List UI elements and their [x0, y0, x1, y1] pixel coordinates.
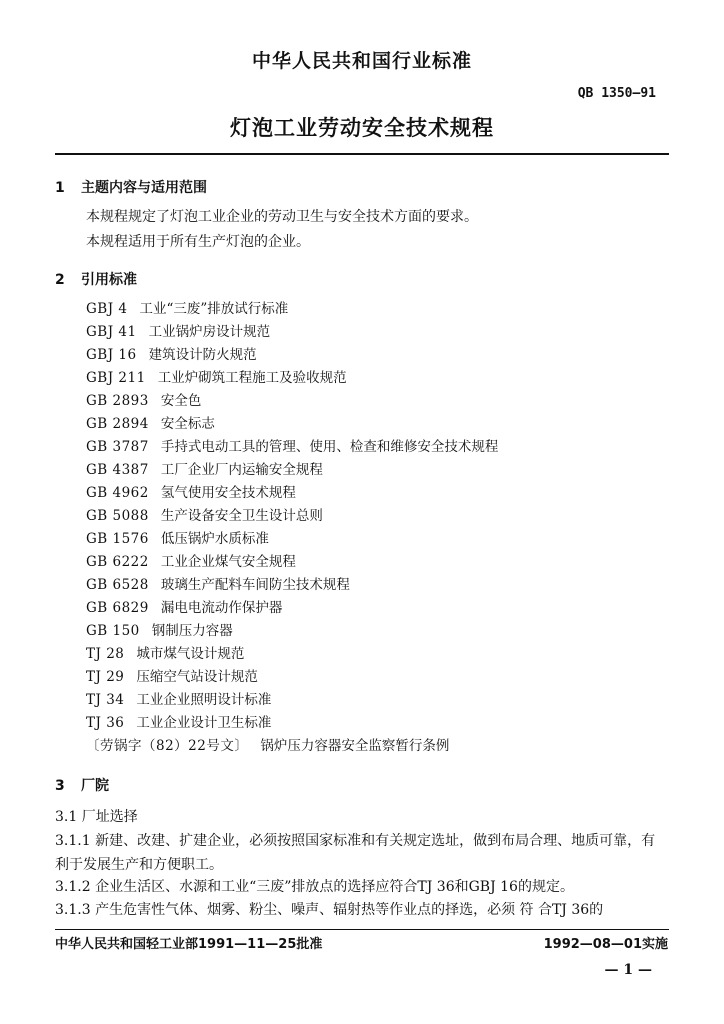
standard-code: QB 1350—91: [577, 86, 656, 101]
reference-title: 压缩空气站设计规范: [136, 669, 258, 685]
reference-title: 工业企业照明设计标准: [136, 692, 272, 708]
section-1-title: 主题内容与适用范围: [81, 180, 207, 196]
reference-code: GBJ 41: [86, 324, 137, 340]
section-2-title: 引用标准: [81, 272, 137, 288]
reference-code: 〔劳锅字（82）22号文〕: [86, 738, 249, 754]
reference-title: 工业“三废”排放试行标准: [139, 301, 289, 317]
reference-title: 安全标志: [160, 416, 215, 432]
reference-code: GBJ 4: [86, 301, 128, 317]
section-3-heading: [55, 775, 109, 795]
section-1-paragraph-1: 本规程规定了灯泡工业企业的劳动卫生与安全技术方面的要求。: [86, 209, 478, 225]
reference-title: 氢气使用安全技术规程: [160, 485, 296, 501]
section-1-heading: [55, 177, 207, 197]
reference-code: GB 2894: [86, 416, 149, 432]
reference-code: TJ 28: [86, 646, 125, 662]
section-3-title: 厂院: [81, 778, 109, 794]
reference-item: [86, 712, 498, 735]
reference-title: 低压锅炉水质标准: [160, 531, 269, 547]
reference-title: 玻璃生产配料车间防尘技术规程: [160, 577, 350, 593]
section-3-number: 3: [55, 778, 65, 794]
reference-item: [86, 620, 498, 643]
reference-code: GB 150: [86, 623, 140, 639]
section-2-heading: [55, 269, 137, 289]
reference-item: [86, 344, 498, 367]
clause-3-1-1: 3.1.1 新建、改建、扩建企业，必须按照国家标准和有关规定选址，做到布局合理、地质可靠，有利于发展生产和方便职工。: [55, 833, 656, 873]
reference-item: [86, 436, 498, 459]
reference-item: [86, 666, 498, 689]
reference-title: 建筑设计防火规范: [148, 347, 257, 363]
reference-title: 锅炉压力容器安全监察暂行条例: [260, 738, 450, 754]
reference-code: TJ 29: [86, 669, 125, 685]
reference-title: 钢制压力容器: [151, 623, 233, 639]
reference-title: 城市煤气设计规范: [136, 646, 245, 662]
implementation-date: 1992—08—01实施: [543, 937, 668, 952]
reference-title: 漏电电流动作保护器: [160, 600, 283, 616]
reference-item: [86, 735, 498, 758]
clause-3-1-3: 3.1.3 产生危害性气体、烟雾、粉尘、噪声、辐射热等作业点的择选，必须 符 合TJ 36的: [55, 902, 604, 918]
section-1-paragraph-2: 本规程适用于所有生产灯泡的企业。: [86, 234, 310, 250]
title-divider: [55, 153, 669, 155]
reference-code: GB 4962: [86, 485, 149, 501]
reference-code: TJ 34: [86, 692, 125, 708]
approval-note: 中华人民共和国轻工业部1991—11—25批准: [55, 937, 323, 952]
reference-title: 手持式电动工具的管理、使用、检查和维修安全技术规程: [160, 439, 499, 455]
reference-code: GB 6222: [86, 554, 149, 570]
reference-item: [86, 505, 498, 528]
reference-item: [86, 528, 498, 551]
reference-title: 工业企业设计卫生标准: [136, 715, 272, 731]
reference-item: [86, 321, 498, 344]
reference-title: 工厂企业厂内运输安全规程: [160, 462, 323, 478]
reference-item: [86, 482, 498, 505]
reference-code: GB 2893: [86, 393, 149, 409]
reference-item: [86, 643, 498, 666]
reference-item: [86, 459, 498, 482]
reference-title: 安全色: [160, 393, 202, 409]
reference-title: 工业炉砌筑工程施工及验收规范: [157, 370, 347, 386]
reference-item: [86, 413, 498, 436]
reference-code: GB 6528: [86, 577, 149, 593]
reference-code: GB 3787: [86, 439, 149, 455]
reference-item: [86, 597, 498, 620]
reference-code: GB 1576: [86, 531, 149, 547]
issuer-heading: 中华人民共和国行业标准: [251, 50, 472, 72]
reference-code: GBJ 211: [86, 370, 146, 386]
reference-title: 工业锅炉房设计规范: [148, 324, 271, 340]
subsection-3-1-heading: 3.1 厂址选择: [55, 809, 138, 825]
page-number: — 1 —: [604, 962, 652, 978]
reference-item: [86, 298, 498, 321]
reference-item: [86, 367, 498, 390]
reference-title: 生产设备安全卫生设计总则: [160, 508, 323, 524]
reference-item: [86, 689, 498, 712]
section-1-number: 1: [55, 180, 65, 196]
reference-code: TJ 36: [86, 715, 125, 731]
reference-code: GB 5088: [86, 508, 149, 524]
reference-title: 工业企业煤气安全规程: [160, 554, 296, 570]
reference-code: GB 4387: [86, 462, 149, 478]
reference-item: [86, 390, 498, 413]
section-2-number: 2: [55, 272, 65, 288]
reference-code: GB 6829: [86, 600, 149, 616]
reference-list: [86, 298, 498, 758]
reference-item: [86, 574, 498, 597]
reference-code: GBJ 16: [86, 347, 137, 363]
document-title: 灯泡工业劳动安全技术规程: [230, 116, 494, 140]
clause-3-1-2: 3.1.2 企业生活区、水源和工业“三废”排放点的选择应符合TJ 36和GBJ 16的规定。: [55, 879, 574, 895]
reference-item: [86, 551, 498, 574]
footer-divider: [55, 929, 669, 930]
